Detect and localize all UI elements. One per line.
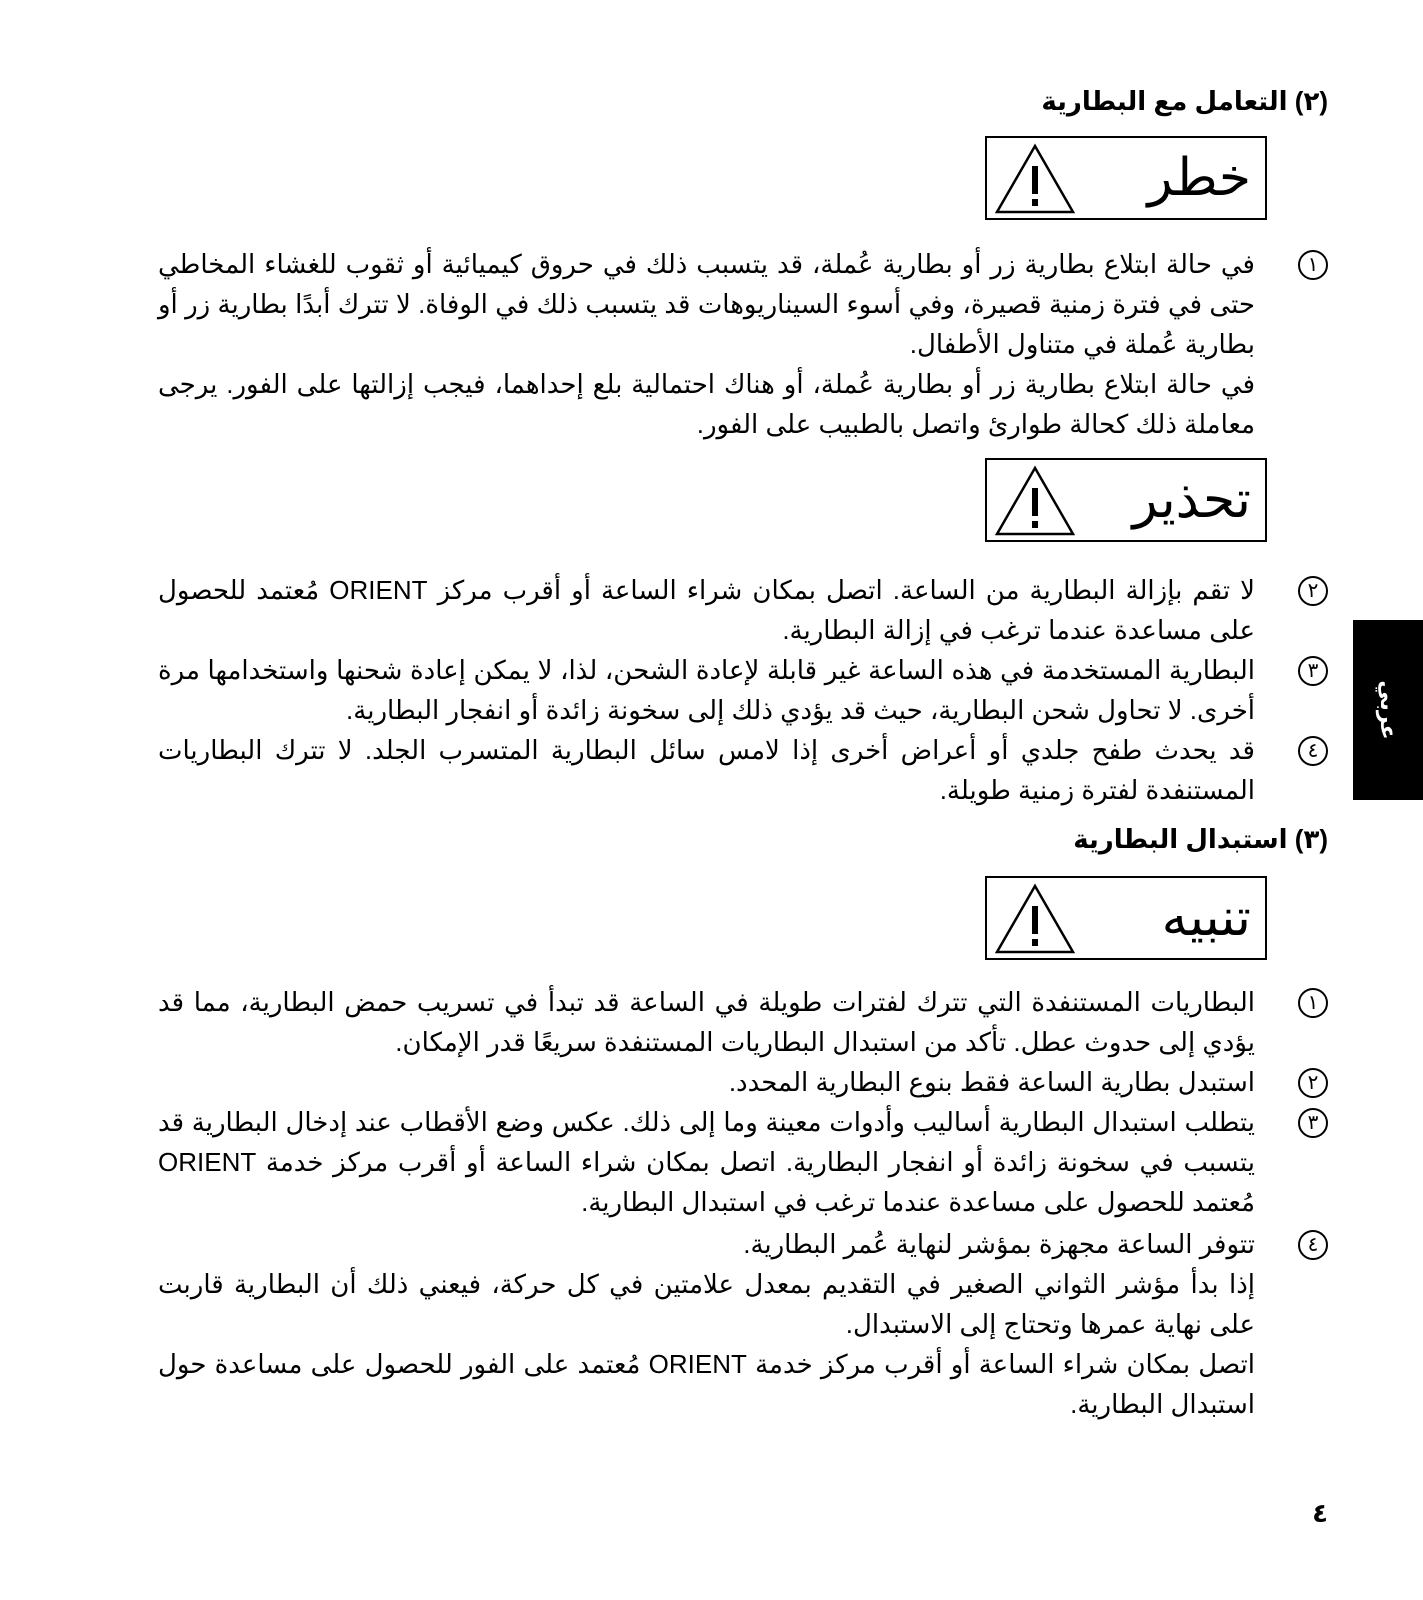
caution-label-box [985,876,1267,960]
item-number: ٤ [1298,1230,1328,1260]
item-number: ٤ [1298,736,1328,766]
caution-item-1: البطاريات المستنفدة التي تترك لفترات طويلة في الساعة قد تبدأ في تسريب حمض البطارية، مما قد يؤدي إلى حدوث عطل. تأكد من استبدال البطاريات المستنفدة سريعًا قدر الإمكان. [158,987,1255,1057]
warning-label: تحذير [1132,471,1251,529]
paragraph: تتوفر الساعة مجهزة بمؤشر لنهاية عُمر البطارية. [743,1229,1255,1259]
warning-item-2: لا تقم بإزالة البطارية من الساعة. اتصل بمكان شراء الساعة أو أقرب مركز ORIENT مُعتمد للحصول على مساعدة عندما ترغب في إزالة البطارية. [158,575,1255,645]
item-number: ١ [1298,988,1328,1018]
paragraph: اتصل بمكان شراء الساعة أو أقرب مركز خدمة ORIENT مُعتمد على الفور للحصول على مساعدة حول استبدال البطارية. [158,1349,1255,1419]
paragraph: في حالة ابتلاع بطارية زر أو بطارية عُملة، قد يتسبب ذلك في حروق كيميائية أو ثقوب للغشاء المخاطي حتى في فترة زمنية قصيرة، وفي أسوء السيناريوهات قد يتسبب ذلك في الوفاة. لا تترك أبدًا بطارية زر أو بطارية عُملة في متناول الأطفال. [158,249,1255,359]
item-number: ٣ [1298,1108,1328,1138]
item-number: ٣ [1298,656,1328,686]
language-tab-label: عربي [1376,680,1401,740]
warning-triangle-icon [993,464,1077,538]
caution-item-2: استبدل بطارية الساعة فقط بنوع البطارية المحدد. [728,1067,1255,1097]
danger-label: خطر [1147,149,1251,207]
item-number: ١ [1298,250,1328,280]
danger-label-box [985,136,1267,220]
item-number: ٢ [1298,576,1328,606]
page-number: ٤ [1312,1498,1328,1528]
caution-item-4 [158,1224,1255,1424]
danger-item-1 [158,244,1255,444]
section-heading-battery-replacement: (٣) استبدال البطارية [1073,824,1328,854]
warning-triangle-icon [993,882,1077,956]
caution-label: تنبيه [1161,889,1251,947]
paragraph: إذا بدأ مؤشر الثواني الصغير في التقديم بمعدل علامتين في كل حركة، فيعني ذلك أن البطارية قاربت على نهاية عمرها وتحتاج إلى الاستبدال. [158,1269,1255,1339]
item-number: ٢ [1298,1068,1328,1098]
paragraph: في حالة ابتلاع بطارية زر أو بطارية عُملة، أو هناك احتمالية بلع إحداهما، فيجب إزالتها على الفور. يرجى معاملة ذلك كحالة طوارئ واتصل بالطبيب على الفور. [158,369,1255,439]
language-side-tab [1353,620,1423,800]
section-heading-battery-handling: (٢) التعامل مع البطارية [1041,86,1328,116]
warning-triangle-icon [993,142,1077,216]
warning-item-3: البطارية المستخدمة في هذه الساعة غير قابلة لإعادة الشحن، لذا، لا يمكن إعادة شحنها واستخدامها مرة أخرى. لا تحاول شحن البطارية، حيث قد يؤدي ذلك إلى سخونة زائدة أو انفجار البطارية. [158,655,1255,725]
caution-item-3: يتطلب استبدال البطارية أساليب وأدوات معينة وما إلى ذلك. عكس وضع الأقطاب عند إدخال البطارية قد يتسبب في سخونة زائدة أو انفجار البطارية. اتصل بمكان شراء الساعة أو أقرب مركز خدمة ORIENT مُعتمد للحصول على مساعدة عندما ترغب في استبدال البطارية. [158,1107,1255,1217]
warning-item-4: قد يحدث طفح جلدي أو أعراض أخرى إذا لامس سائل البطارية المتسرب الجلد. لا تترك البطاريات المستنفدة لفترة زمنية طويلة. [158,735,1255,805]
warning-label-box [985,458,1267,542]
